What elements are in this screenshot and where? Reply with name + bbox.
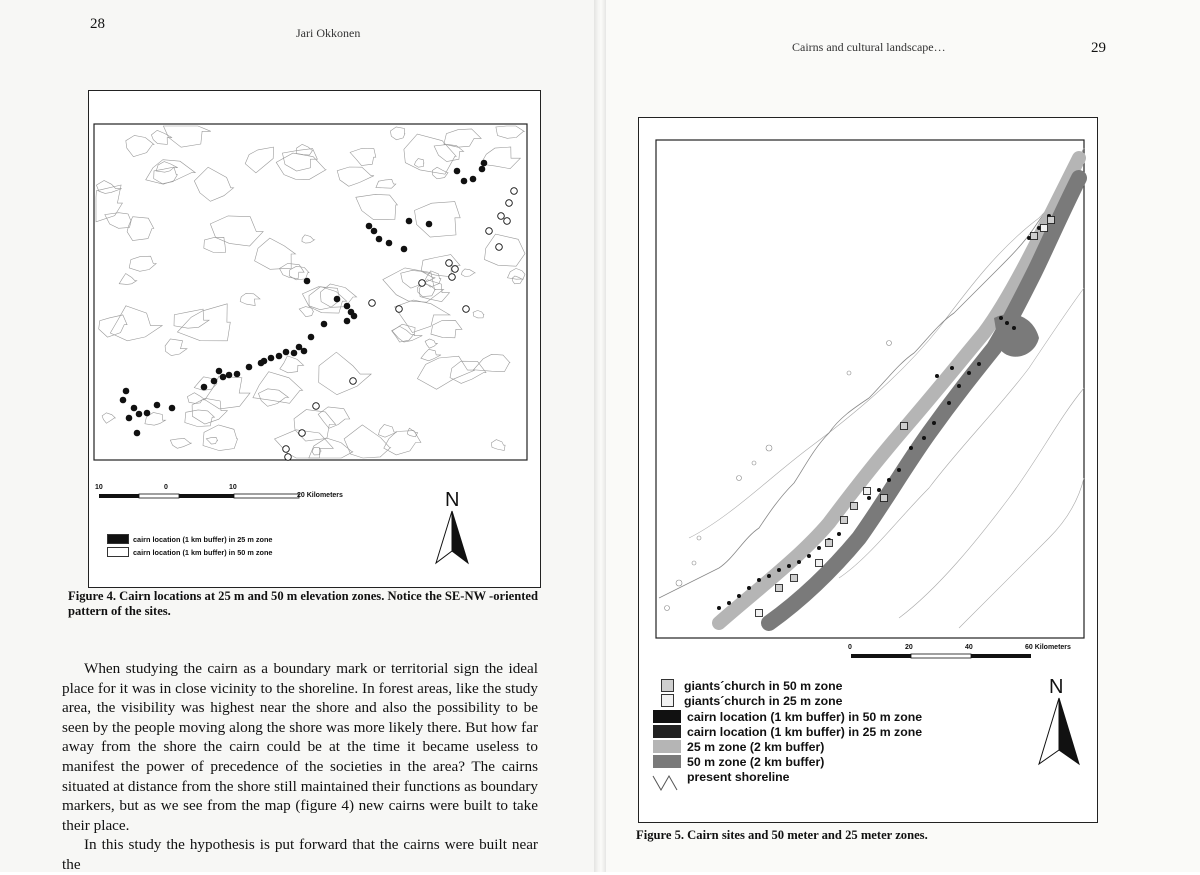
- cairn-marker-25m: [386, 240, 393, 247]
- scale-label: 60 Kilometers: [1025, 644, 1071, 651]
- legend-item: [653, 709, 922, 724]
- giants-church-marker: [1041, 225, 1048, 232]
- figure-4-frame: [88, 90, 541, 588]
- cairn-marker-25m: [169, 405, 176, 412]
- cairn-marker-25m: [154, 402, 161, 409]
- cairn-marker: [807, 554, 811, 558]
- cairn-marker: [1012, 326, 1016, 330]
- scale-bar: [851, 654, 1031, 658]
- cairn-marker: [727, 601, 731, 605]
- scale-label: 10: [95, 484, 103, 491]
- cairn-marker-25m: [268, 355, 275, 362]
- cairn-marker-50m: [463, 306, 470, 313]
- cairn-marker-25m: [216, 368, 223, 375]
- cairn-marker-25m: [234, 371, 241, 378]
- cairn-marker: [767, 574, 771, 578]
- figure-4-map: [89, 91, 540, 587]
- legend-label: cairn location (1 km buffer) in 25 m zone: [687, 724, 923, 739]
- legend-label: 50 m zone (2 km buffer): [687, 754, 825, 769]
- cairn-marker: [935, 374, 939, 378]
- cairn-marker: [737, 594, 741, 598]
- legend-item: [653, 693, 843, 708]
- cairn-marker-25m: [276, 353, 283, 360]
- cairn-marker: [897, 468, 901, 472]
- cairn-marker: [787, 564, 791, 568]
- cairn-marker-25m: [334, 296, 341, 303]
- cairn-marker-50m: [452, 266, 459, 273]
- cairn-marker: [837, 532, 841, 536]
- right-page: [600, 0, 1200, 872]
- cairn-marker: [877, 488, 881, 492]
- scale-label: 20: [905, 644, 913, 651]
- cairn-marker: [932, 421, 936, 425]
- map-inner-border: [656, 140, 1084, 638]
- cairn-marker-25m: [344, 318, 351, 325]
- cairn-marker-50m: [486, 228, 493, 235]
- page-number: 28: [90, 16, 105, 32]
- legend-swatch: [653, 740, 681, 753]
- cairn-marker-25m: [401, 246, 408, 253]
- cairn-marker-25m: [291, 350, 298, 357]
- cairn-marker-25m: [454, 168, 461, 175]
- cairn-marker-25m: [134, 430, 141, 437]
- figure-5-frame: [638, 117, 1098, 823]
- cairn-marker: [717, 606, 721, 610]
- cairn-marker-50m: [506, 200, 513, 207]
- cairn-marker: [817, 546, 821, 550]
- giants-church-marker: [756, 610, 763, 617]
- legend-swatch: [653, 710, 681, 723]
- scale-label: 0: [848, 644, 852, 651]
- cairn-marker-25m: [123, 388, 130, 395]
- giants-church-marker: [1031, 233, 1038, 240]
- legend-swatch: [107, 547, 129, 557]
- cairn-marker-25m: [308, 334, 315, 341]
- scale-label: 0: [164, 484, 168, 491]
- giants-church-marker: [776, 585, 783, 592]
- giants-church-marker: [864, 488, 871, 495]
- cairn-marker-50m: [419, 280, 426, 287]
- legend-item: [653, 678, 843, 693]
- scale-label: 10: [229, 484, 237, 491]
- cairn-marker-25m: [246, 364, 253, 371]
- scale-label: 40: [965, 644, 973, 651]
- map-inner-border: [94, 124, 527, 460]
- legend-swatch: [653, 770, 681, 783]
- giants-church-marker: [791, 575, 798, 582]
- cairn-marker-50m: [446, 260, 453, 267]
- scale-label: 20 Kilometers: [297, 492, 343, 499]
- cairn-marker-25m: [226, 372, 233, 379]
- giants-church-marker: [881, 495, 888, 502]
- cairn-marker: [967, 371, 971, 375]
- cairn-marker-50m: [350, 378, 357, 385]
- legend-label: cairn location (1 km buffer) in 50 m zone: [687, 709, 923, 724]
- cairn-marker: [777, 568, 781, 572]
- body-text: [62, 659, 538, 875]
- north-arrow-icon: [1039, 698, 1079, 764]
- cairn-marker-50m: [496, 244, 503, 251]
- cairn-marker: [757, 578, 761, 582]
- cairn-marker: [867, 496, 871, 500]
- north-label: N: [1049, 676, 1064, 698]
- cairn-marker: [1005, 321, 1009, 325]
- cairn-marker-25m: [131, 405, 138, 412]
- cairn-marker: [747, 586, 751, 590]
- cairn-marker-50m: [498, 213, 505, 220]
- cairn-marker: [887, 478, 891, 482]
- cairn-marker: [977, 362, 981, 366]
- cairn-marker-25m: [283, 349, 290, 356]
- cairn-marker: [999, 316, 1003, 320]
- cairn-marker-25m: [470, 176, 477, 183]
- cairn-marker-50m: [283, 446, 290, 453]
- legend-item: [653, 769, 790, 784]
- north-label: N: [445, 489, 460, 511]
- cairn-marker-25m: [211, 378, 218, 385]
- cairn-marker: [947, 401, 951, 405]
- legend-label: cairn location (1 km buffer) in 25 m zone: [133, 534, 273, 544]
- legend-label: giants´church in 25 m zone: [684, 693, 843, 708]
- left-page: [0, 0, 600, 872]
- cairn-marker: [797, 560, 801, 564]
- cairn-marker-25m: [126, 415, 133, 422]
- legend-swatch: [661, 694, 674, 707]
- cairn-marker-25m: [304, 278, 311, 285]
- running-head: Jari Okkonen: [296, 26, 361, 40]
- cairn-marker-25m: [426, 221, 433, 228]
- cairn-marker-25m: [220, 374, 227, 381]
- legend-label: cairn location (1 km buffer) in 50 m zone: [133, 547, 273, 557]
- cairn-marker-25m: [344, 303, 351, 310]
- figure-4-caption: Figure 4. Cairn locations at 25 m and 50 m elevation zones. Notice the SE-NW -oriented pattern of the sites.: [68, 589, 539, 618]
- body-paragraph: When studying the cairn as a boundary mark or territorial sign the ideal place for it was in close vicinity to the shoreline. In forest areas, like the study area, the visibility was highest near the shore and also the possibility to be seen by the people moving along the shore was more likely there. But how far away from the shore the cairn could be at the time it became useless to manifest the power of precedence of the societies in the area? The cairns situated at distance from the shore still maintained their functions as boundary markers, but as we see from the map (figure 4) new cairns were built to take their place.: [62, 660, 538, 834]
- north-arrow-icon: [436, 511, 468, 563]
- cairn-marker-50m: [369, 300, 376, 307]
- legend-swatch: [653, 755, 681, 768]
- cairn-marker-25m: [479, 166, 486, 173]
- giants-church-marker: [901, 423, 908, 430]
- cairn-marker-25m: [461, 178, 468, 185]
- cairn-marker-25m: [371, 228, 378, 235]
- figure-5-caption: Figure 5. Cairn sites and 50 meter and 25 meter zones.: [636, 828, 928, 842]
- cairn-marker: [922, 436, 926, 440]
- running-head: Cairns and cultural landscape…: [792, 40, 946, 54]
- cairn-marker-25m: [406, 218, 413, 225]
- cairn-marker-25m: [366, 223, 373, 230]
- cairn-marker-25m: [321, 321, 328, 328]
- legend-swatch: [107, 534, 129, 544]
- book-gutter: [594, 0, 606, 872]
- legend-item: [653, 754, 824, 769]
- cairn-marker-25m: [351, 313, 358, 320]
- giants-church-marker: [826, 540, 833, 547]
- cairn-marker-50m: [511, 188, 518, 195]
- legend-label: 25 m zone (2 km buffer): [687, 739, 825, 754]
- cairn-marker-25m: [136, 411, 143, 418]
- giants-church-marker: [841, 517, 848, 524]
- legend-label: giants´church in 50 m zone: [684, 678, 843, 693]
- giants-church-marker: [851, 503, 858, 510]
- legend-item: [653, 724, 922, 739]
- cairn-marker-25m: [301, 348, 308, 355]
- cairn-marker-25m: [261, 358, 268, 365]
- giants-church-marker: [816, 560, 823, 567]
- cairn-marker-50m: [299, 430, 306, 437]
- cairn-marker-50m: [285, 454, 292, 461]
- cairn-marker-25m: [201, 384, 208, 391]
- giants-church-marker: [1048, 217, 1055, 224]
- cairn-marker-25m: [144, 410, 151, 417]
- cairn-marker-50m: [449, 274, 456, 281]
- legend-swatch: [653, 725, 681, 738]
- cairn-marker: [909, 446, 913, 450]
- legend-label: present shoreline: [687, 769, 790, 784]
- cairn-marker-50m: [504, 218, 511, 225]
- page-number: 29: [1091, 40, 1106, 56]
- cairn-marker: [957, 384, 961, 388]
- cairn-marker: [950, 366, 954, 370]
- cairn-marker-50m: [313, 403, 320, 410]
- body-paragraph: In this study the hypothesis is put forward that the cairns were built near the: [62, 836, 538, 873]
- legend-item-25m: [107, 534, 272, 544]
- legend-item-50m: [107, 547, 272, 557]
- cairn-marker-50m: [396, 306, 403, 313]
- scale-bar: [99, 494, 299, 498]
- cairn-marker-25m: [376, 236, 383, 243]
- cairn-marker-25m: [481, 160, 488, 167]
- legend-swatch: [661, 679, 674, 692]
- cairn-marker-25m: [120, 397, 127, 404]
- legend-item: [653, 739, 824, 754]
